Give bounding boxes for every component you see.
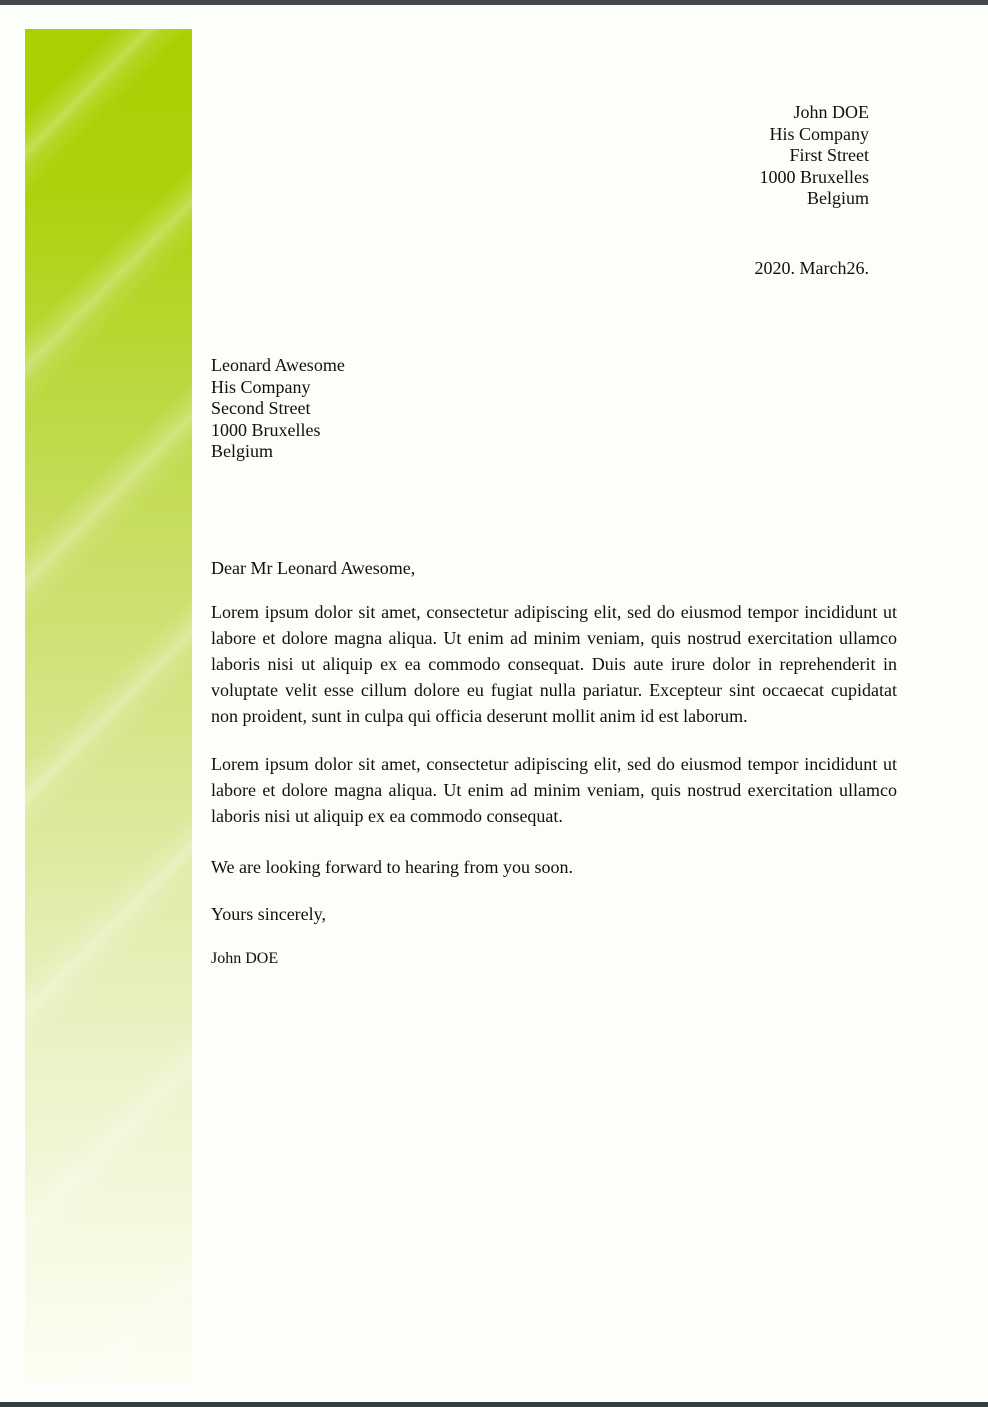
signature-name: John DOE [211,950,279,967]
recipient-address-line: Belgium [211,441,273,462]
valediction: Yours sincerely, [211,904,326,924]
sender-address-line: John DOE [793,102,869,122]
window-bottom-edge [0,1402,988,1407]
recipient-address-line: Leonard Awesome [211,355,345,375]
sender-address-block [760,102,870,210]
recipient-address-line: Second Street [211,398,311,419]
closing-line: We are looking forward to hearing from you soon. [211,857,573,877]
sender-address-line: First Street [789,145,869,166]
salutation: Dear Mr Leonard Awesome, [211,558,416,578]
sender-address-line: His Company [769,123,869,144]
sender-address-line: Belgium [807,188,869,209]
recipient-address-line: 1000 Bruxelles [211,419,321,440]
body-paragraph-2: Lorem ipsum dolor sit amet, consectetur adipiscing elit, sed do eiusmod tempor incididunt ut labore et dolore magna aliqua. Ut enim ad minim veniam, quis nostrud exercitation ullamco laboris nisi ut aliquip ex ea commodo consequat. [211,754,897,826]
accent-sidebar-stripe [25,29,192,1380]
body-paragraph-1: Lorem ipsum dolor sit amet, consectetur adipiscing elit, sed do eiusmod tempor incididunt ut labore et dolore magna aliqua. Ut enim ad minim veniam, quis nostrud exercitation ullamco laboris nisi ut aliquip ex ea commodo consequat. Duis aute irure dolor in reprehenderit in voluptate velit esse cillum dolore eu fugiat nulla pariatur. Excepteur sint occaecat cupidatat non proident, sunt in culpa qui officia deserunt mollit anim id est laborum. [211,602,897,726]
recipient-address-line: His Company [211,376,311,397]
window-top-edge [0,0,988,5]
recipient-address-block [211,355,345,463]
letter-date: 2020. March26. [754,258,869,278]
sender-address-line: 1000 Bruxelles [759,166,869,187]
